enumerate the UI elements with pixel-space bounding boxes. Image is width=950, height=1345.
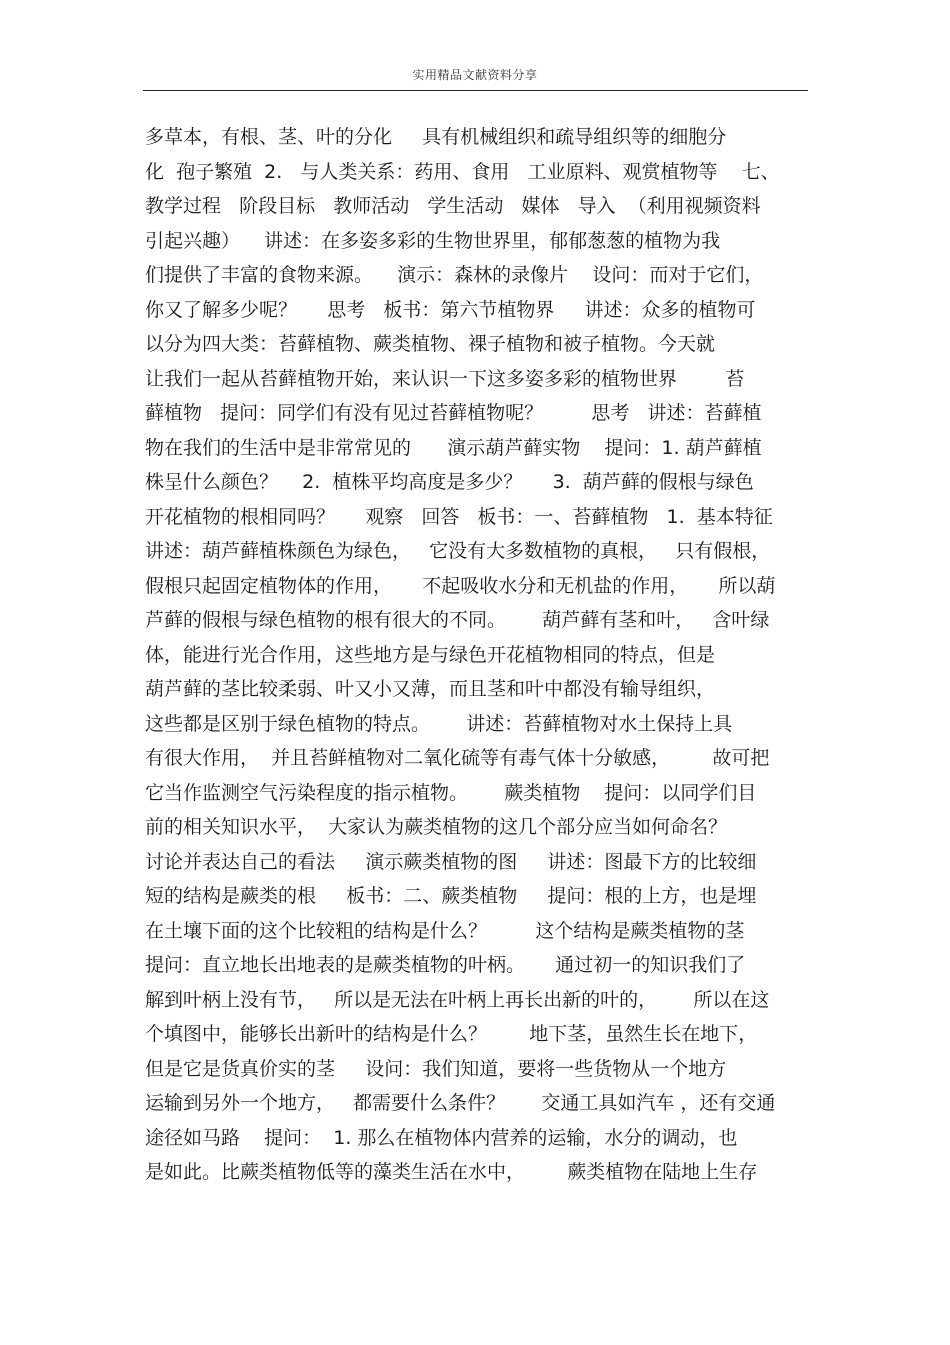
text-line: 们提供了丰富的食物来源。 演示：森林的录像片 设问：而对于它们， [145, 264, 764, 286]
text-line: 讲述：葫芦藓植株颜色为绿色， 它没有大多数植物的真根， 只有假根， [145, 540, 771, 562]
text-line: 运输到另外一个地方， 都需要什么条件？ 交通工具如汽车 ，还有交通 [145, 1092, 776, 1114]
text-line: 开花植物的根相同吗？ 观察 回答 板书：一、苔藓植物 1. 基本特征 [145, 505, 773, 528]
text-line: 教学过程 阶段目标 教师活动 学生活动 媒体 导入 （利用视频资料 [145, 195, 761, 217]
text-line: 引起兴趣） 讲述：在多姿多彩的生物世界里，郁郁葱葱的植物为我 [145, 229, 721, 252]
header-divider [143, 90, 808, 91]
page-header-title: 实用精品文献资料分享 [412, 68, 538, 82]
text-line: 以分为四大类：苔藓植物、蕨类植物、裸子植物和被子植物。今天就 [145, 333, 716, 355]
text-line: 多草本，有根、茎、叶的分化 具有机械组织和疏导组织等的细胞分 [145, 126, 727, 148]
document-body [145, 120, 810, 1190]
text-line: 株呈什么颜色？ 2. 植株平均高度是多少？ 3. 葫芦藓的假根与绿色 [145, 471, 754, 493]
text-line: 个填图中，能够长出新叶的结构是什么？ 地下茎，虽然生长在地下， [145, 1023, 758, 1045]
text-line: 提问：直立地长出地表的是蕨类植物的叶柄。 通过初一的知识我们了 [145, 954, 746, 976]
text-line: 物在我们的生活中是非常常见的 演示葫芦藓实物 提问：1. 葫芦藓植 [145, 436, 762, 459]
text-line: 解到叶柄上没有节， 所以是无法在叶柄上再长出新的叶的， 所以在这 [145, 988, 770, 1011]
text-line: 前的相关知识水平， 大家认为蕨类植物的这几个部分应当如何命名？ [145, 816, 728, 838]
text-line: 让我们一起从苔藓植物开始，来认识一下这多姿多彩的植物世界 苔 [145, 367, 745, 390]
text-line: 有很大作用， 并且苔鲜植物对二氧化硫等有毒气体十分敏感， 故可把 [145, 747, 770, 769]
text-line: 藓植物 提问：同学们有没有见过苔藓植物呢？ 思考 讲述：苔藓植 [145, 402, 762, 424]
text-line: 假根只起固定植物体的作用， 不起吸收水分和无机盐的作用， 所以葫 [145, 574, 776, 597]
text-line: 芦藓的假根与绿色植物的根有很大的不同。 葫芦藓有茎和叶， 含叶绿 [145, 609, 770, 631]
text-line: 但是它是货真价实的茎 设问：我们知道，要将一些货物从一个地方 [145, 1057, 727, 1080]
text-line: 这些都是区别于绿色植物的特点。 讲述：苔藓植物对水土保持上具 [145, 712, 733, 735]
text-line: 在土壤下面的这个比较粗的结构是什么？ 这个结构是蕨类植物的茎 [145, 919, 745, 942]
text-line: 化 孢子繁殖 2. 与人类关系：药用、食用 工业原料、观赏植物等 七、 [145, 160, 780, 183]
text-line: 途径如马路 提问： 1. 那么在植物体内营养的运输，水分的调动，也 [145, 1126, 738, 1149]
text-line: 是如此。比蕨类植物低等的藻类生活在水中， 蕨类植物在陆地上生存 [145, 1161, 758, 1183]
text-line: 体，能进行光合作用，这些地方是与绿色开花植物相同的特点，但是 [145, 643, 716, 666]
text-line: 葫芦藓的茎比较柔弱、叶又小又薄，而且茎和叶中都没有输导组织， [145, 678, 716, 700]
text-line: 讨论并表达自己的看法 演示蕨类植物的图 讲述：图最下方的比较细 [145, 850, 757, 873]
text-line: 它当作监测空气污染程度的指示植物。 蕨类植物 提问：以同学们目 [145, 781, 757, 804]
text-line: 你又了解多少呢？ 思考 板书：第六节植物界 讲述：众多的植物可 [145, 298, 756, 321]
text-line: 短的结构是蕨类的根 板书：二、蕨类植物 提问：根的上方，也是埋 [145, 885, 757, 907]
